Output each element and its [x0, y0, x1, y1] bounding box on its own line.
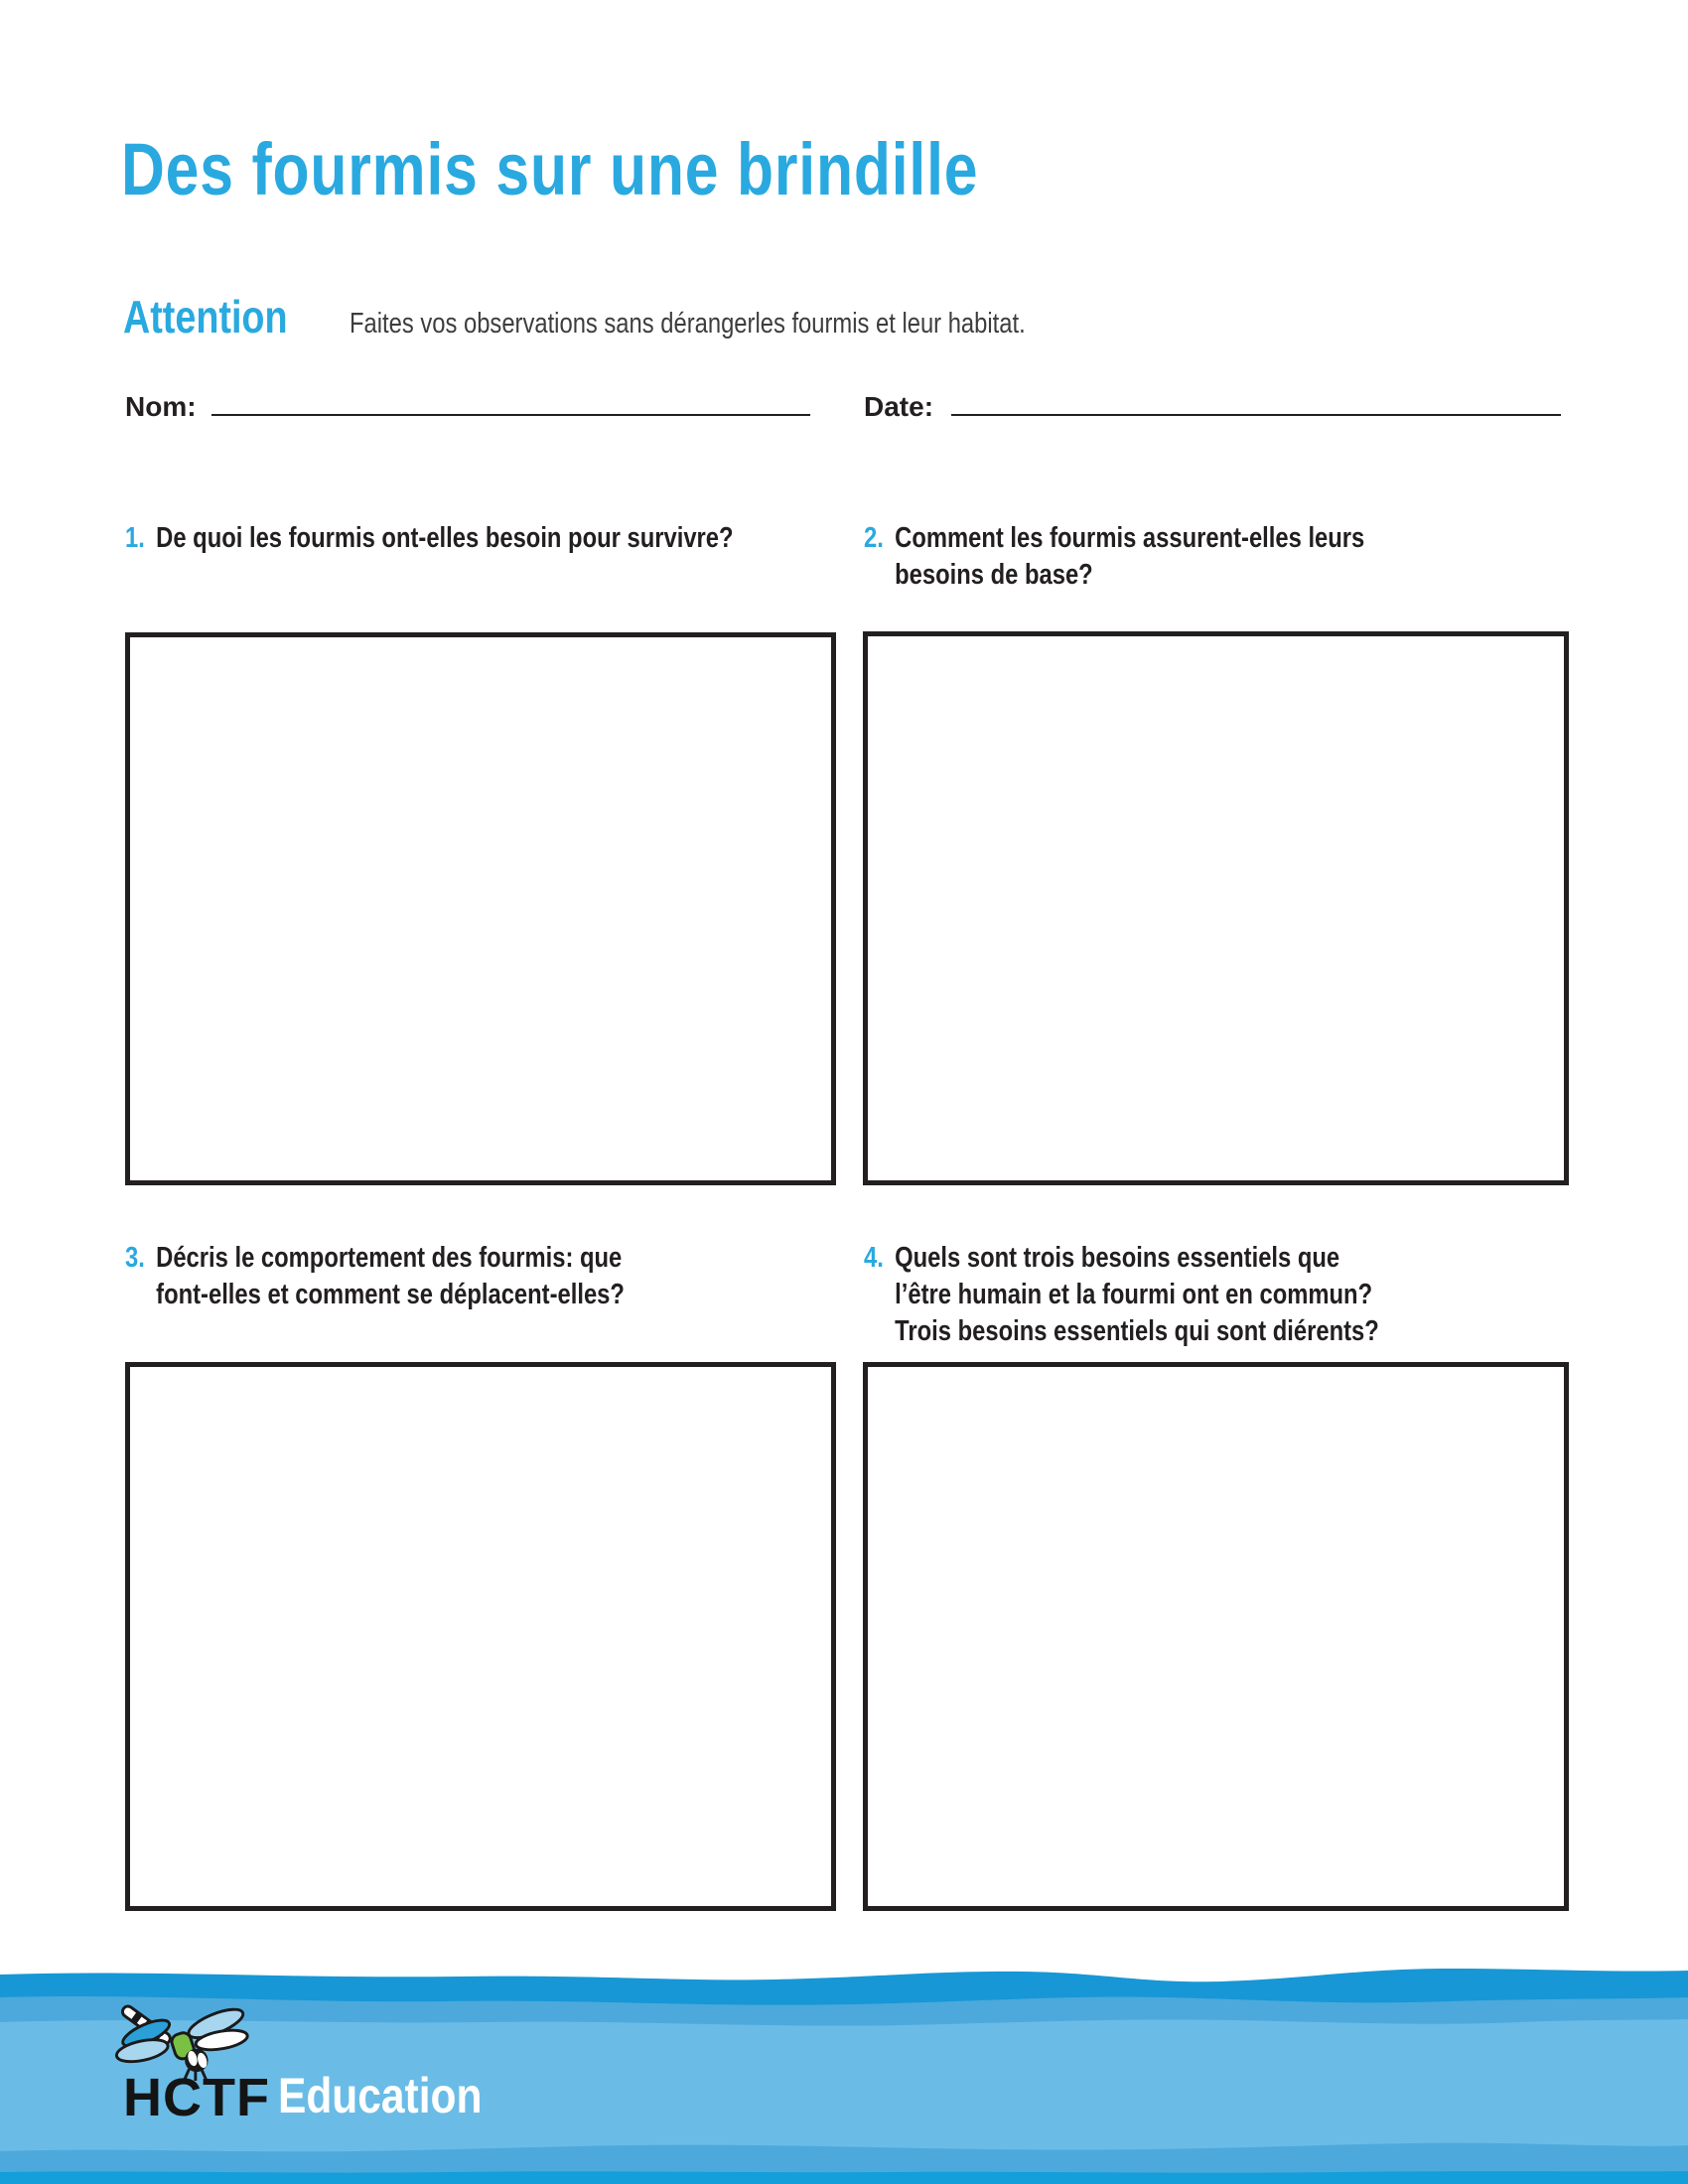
question-2: [864, 520, 1364, 594]
question-4-line-2: l’être humain et la fourmi ont en commun?: [895, 1279, 1373, 1310]
name-label: Nom:: [125, 391, 197, 422]
wave-layer-dark-bottom: [0, 2171, 1688, 2184]
logo-word: Education: [277, 2068, 483, 2123]
question-4-line-3: Trois besoins essentiels qui sont diérents?: [895, 1315, 1379, 1347]
date-label: Date:: [864, 391, 934, 422]
question-4-text: [895, 1240, 1379, 1350]
question-3: [125, 1240, 625, 1313]
logo-acronym: HCTF: [123, 2068, 270, 2127]
question-4: [864, 1240, 1379, 1350]
answer-box-3[interactable]: [125, 1362, 836, 1911]
question-2-line-1: Comment les fourmis assurent-elles leurs: [895, 522, 1365, 554]
date-input-line[interactable]: [951, 414, 1561, 416]
question-2-text: [895, 520, 1364, 594]
question-3-text: [156, 1240, 625, 1313]
answer-box-2[interactable]: [863, 631, 1569, 1185]
attention-label: Attention: [123, 291, 288, 342]
question-4-number: 4.: [864, 1242, 884, 1274]
question-3-line-2: font-elles et comment se déplacent-elles?: [156, 1279, 625, 1310]
question-4-line-1: Quels sont trois besoins essentiels que: [895, 1242, 1340, 1274]
question-2-line-2: besoins de base?: [895, 559, 1093, 591]
question-1-text: [156, 520, 733, 557]
question-2-number: 2.: [864, 522, 884, 554]
question-1: [125, 520, 734, 557]
question-1-line-1: De quoi les fourmis ont-elles besoin pour survivre?: [156, 522, 734, 554]
question-3-line-1: Décris le comportement des fourmis: que: [156, 1242, 623, 1274]
answer-box-1[interactable]: [125, 632, 836, 1185]
attention-text: Faites vos observations sans dérangerles fourmis et leur habitat.: [349, 308, 1026, 340]
page-title: Des fourmis sur une brindille: [121, 128, 979, 210]
attention-note: [123, 290, 1174, 343]
question-3-number: 3.: [125, 1242, 145, 1274]
footer-logo: [123, 2067, 518, 2128]
name-input-line[interactable]: [211, 414, 810, 416]
question-1-number: 1.: [125, 522, 145, 554]
answer-box-4[interactable]: [863, 1362, 1569, 1911]
